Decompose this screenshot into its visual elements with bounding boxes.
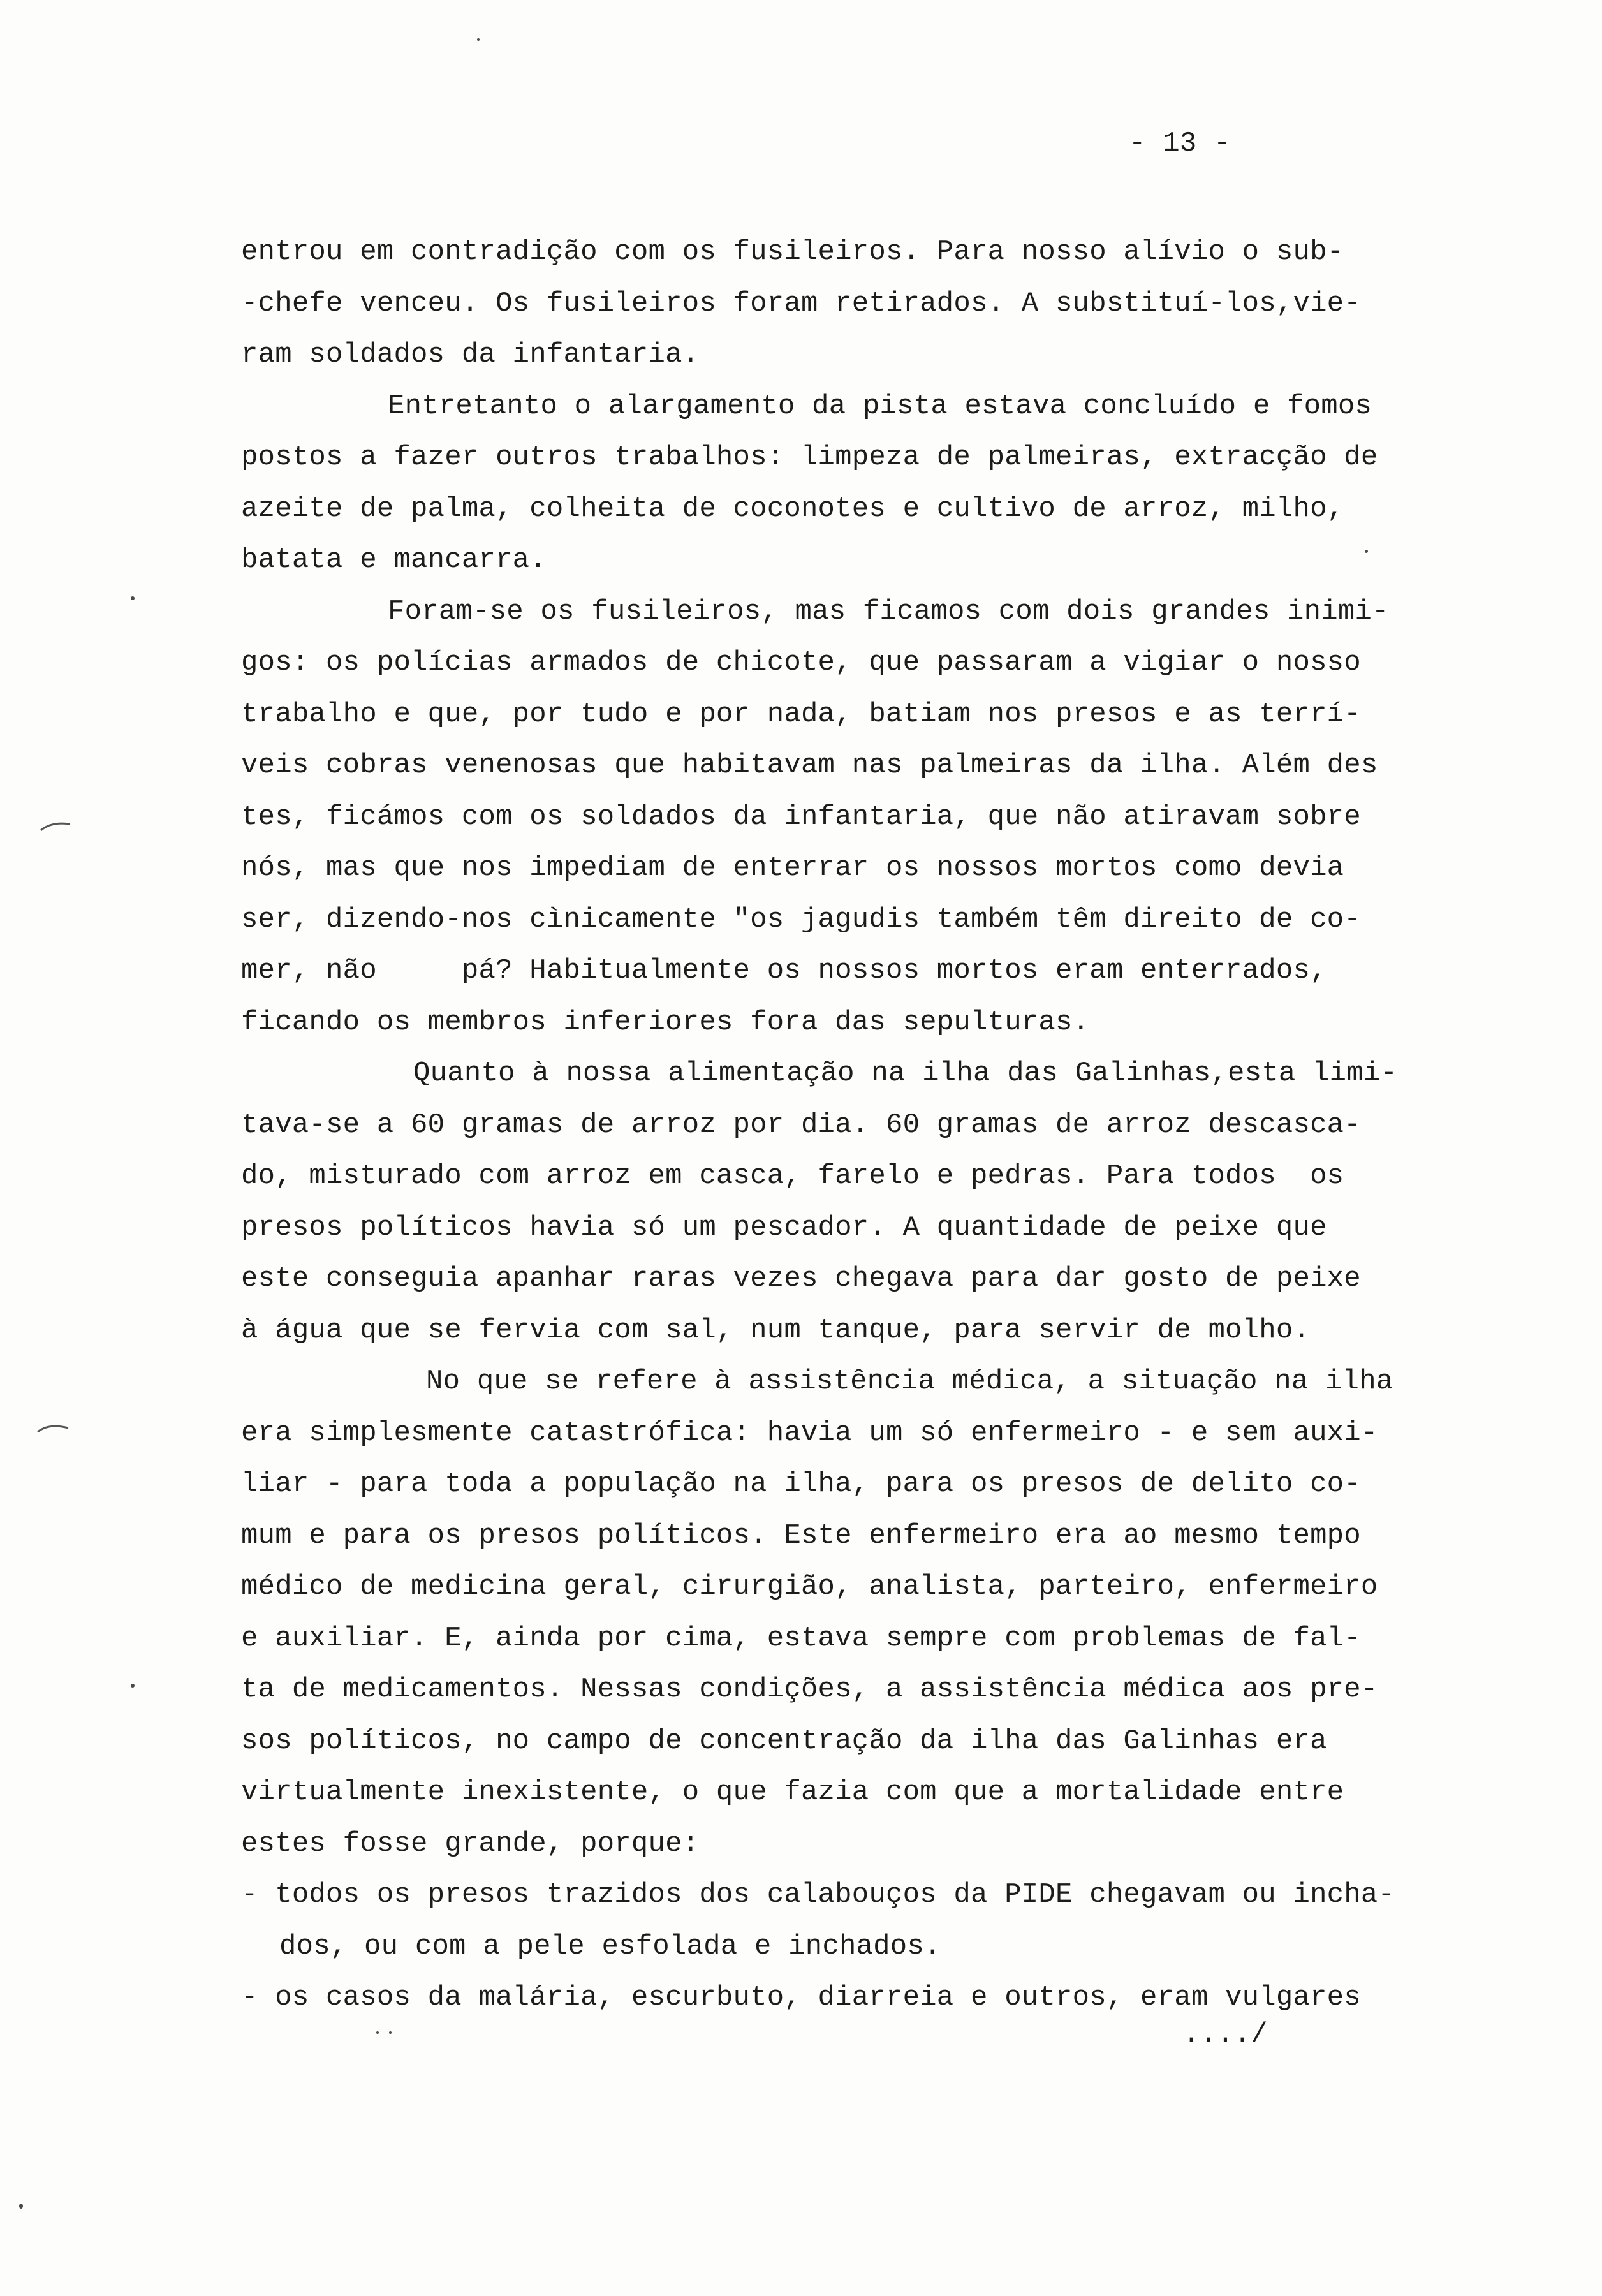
paragraph-first-line: Quanto à nossa alimentação na ilha das Galinhas,esta limi- [413,1057,1398,1089]
text-line: ram soldados da infantaria. [241,339,700,371]
paragraph-first-line: No que se refere à assistência médica, a situação na ilha [426,1365,1393,1397]
text-line: à água que se fervia com sal, num tanque, para servir de molho. [241,1314,1311,1346]
continuation-mark: ..../ [1183,2019,1268,2050]
margin-mark [38,816,77,835]
text-line: nós, mas que nos impediam de enterrar os nossos mortos como devia [241,852,1344,884]
text-line: este conseguia apanhar raras vezes chegava para dar gosto de peixe [241,1263,1361,1295]
margin-mark [35,1419,73,1438]
text-line: médico de medicina geral, cirurgião, analista, parteiro, enfermeiro [241,1571,1378,1603]
text-line: liar - para toda a população na ilha, para os presos de delito co- [241,1468,1361,1500]
scan-speck [131,596,135,600]
text-line: trabalho e que, por tudo e por nada, batiam nos presos e as terrí- [241,698,1361,730]
bullet-item: - os casos da malária, escurbuto, diarreia e outros, eram vulgares [241,1982,1361,2013]
text-line: azeite de palma, colheita de coconotes e cultivo de arroz, milho, [241,492,1344,525]
body-text [241,226,1517,2024]
paragraph-first-line: Entretanto o alargamento da pista estava concluído e fomos [388,390,1372,422]
text-line: gos: os polícias armados de chicote, que passaram a vigiar o nosso [241,647,1361,679]
text-line: virtualmente inexistente, o que fazia com que a mortalidade entre [241,1776,1344,1808]
text-line: e auxiliar. E, ainda por cima, estava sempre com problemas de fal- [241,1622,1361,1654]
text-line: -chefe venceu. Os fusileiros foram retirados. A substituí-los,vie- [241,287,1361,320]
text-line: estes fosse grande, porque: [241,1827,700,1860]
text-line: mum e para os presos políticos. Este enfermeiro era ao mesmo tempo [241,1519,1361,1552]
scan-speck [131,1684,135,1688]
text-line: postos a fazer outros trabalhos: limpeza de palmeiras, extracção de [241,441,1378,473]
scan-speck [477,38,480,41]
scan-speck [1365,550,1368,553]
text-line: mer, não pá? Habitualmente os nossos mortos eram enterrados, [241,955,1327,987]
page-number: - 13 - [1129,128,1231,159]
scan-speck [376,2031,379,2034]
text-line: do, misturado com arroz em casca, farelo e pedras. Para todos os [241,1160,1344,1192]
scan-speck [389,2031,392,2034]
text-line: era simplesmente catastrófica: havia um só enfermeiro - e sem auxi- [241,1417,1378,1449]
paragraph-first-line: Foram-se os fusileiros, mas ficamos com dois grandes inimi- [388,595,1389,628]
text-line: tes, ficámos com os soldados da infantaria, que não atiravam sobre [241,800,1361,833]
text-line: ta de medicamentos. Nessas condições, a assistência médica aos pre- [241,1674,1378,1705]
text-line: sos políticos, no campo de concentração da ilha das Galinhas era [241,1725,1327,1757]
bullet-continuation: dos, ou com a pele esfolada e inchados. [279,1930,941,1962]
bullet-item: - todos os presos trazidos dos calabouços da PIDE chegavam ou incha- [241,1879,1395,1911]
text-line: tava-se a 60 gramas de arroz por dia. 60 gramas de arroz descasca- [241,1108,1361,1141]
text-line: presos políticos havia só um pescador. A quantidade de peixe que [241,1211,1327,1244]
text-line: ficando os membros inferiores fora das sepulturas. [241,1006,1090,1038]
text-line: veis cobras venenosas que habitavam nas palmeiras da ilha. Além des [241,749,1378,781]
text-line: entrou em contradição com os fusileiros. Para nosso alívio o sub- [241,236,1344,268]
text-line: batata e mancarra. [241,544,547,576]
text-line: ser, dizendo-nos cìnicamente "os jagudis também têm direito de co- [241,903,1361,936]
scan-speck [19,2204,23,2209]
